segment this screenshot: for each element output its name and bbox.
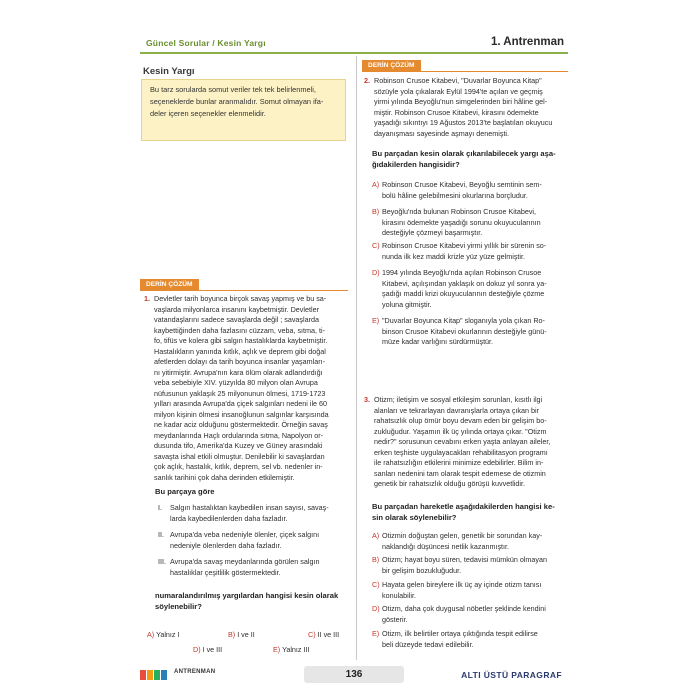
text-line: alanları ve tekrarlayan davranışlarla ortaya çıkan bir [374,405,539,415]
text-line: nüfusunun yaklaşık 25 milyonunun ölmesi, 1719-1723 [154,388,326,398]
option-d[interactable]: D) 1994 yılında Beyoğlu'nda açılan Robinson Crusoe Kitabevi, açılışından yaklaşık on dokuz yıl sonra ya- şadığı maddi krizi okuyucularının desteğiyle çözme yoluna gitmiştir. [372,268,547,309]
book-brand: ALTI ÜSTÜ PARAGRAF [461,670,562,680]
derin-cozum-tag: DERİN ÇÖZÜM [362,60,421,71]
text-line: yirmi yılında Beyoğlu'nun simgelerinden biri hâline gel- [374,97,548,106]
tip-title: Kesin Yargı [143,66,195,77]
question-1 [144,294,348,483]
derin-cozum-tag: DERİN ÇÖZÜM [140,279,199,290]
option-e[interactable]: E) Otizm, ilk belirtiler ortaya çıktığında tespit edilirse beli düzeyde tedavi edilebilir. [372,629,538,649]
text-line: dusunda tifo, Amerika'da Kuzey ve Güney arasındaki [154,441,323,450]
text-line: erken teşhiste uygulayacakları rehabilitasyon programı [374,447,548,457]
question-stem: Bu parçadan kesin olarak çıkarılabilecek yargı aşa- ğıdakilerden hangisidir? [372,149,556,169]
option-b[interactable]: B) Otizm; hayat boyu süren, tedavisi mümkün olmayan bir gelişim bozukluğudur. [372,555,547,575]
question-text [154,294,348,483]
column-divider [356,56,357,660]
text-line: Otizm; iletişim ve sosyal etkileşim sorunları, kısıtlı ilgi [374,395,543,404]
text-line: Robinson Crusoe Kitabevi, "Duvarlar Boyunca Kitap" [374,76,542,85]
tip-line: Bu tarz sorularda somut veriler tek tek belirlenmeli, [150,85,316,94]
tag-underline [362,71,568,72]
option-b[interactable]: B) Beyoğlu'nda bulunan Robinson Crusoe Kitabevi, kirasını ödemekte yaşadığı sorunu okuyucularının desteğiyle çözmeyi başarmıştır. [372,207,541,237]
question-number: 2. [364,76,370,85]
question-stem: Bu parçaya göre [155,487,215,496]
footer-logo: ANTRENMAN [140,668,220,682]
text-line: miştir. Robinson Crusoe Kitabevi, kirasını ödemekte [374,107,539,117]
option-a[interactable]: A) Robinson Crusoe Kitabevi, Beyoğlu semtinin sem- bolü hâline gelebilmesini okurlarına borçludur. [372,180,542,200]
page-number: 136 [304,666,404,683]
text-line: genetik bir rahatsızlık olduğu görüşü kuvvetlidir. [374,479,526,488]
text-line: çok açlık, hastalık, kıtlık, deprem, sel vb. nedenler in- [154,462,323,471]
text-line: nı yitirmiştir. Avrupa'nın kara ölüm olarak adlandırdığı [154,367,323,377]
option-a[interactable]: A) Yalnız I [147,630,180,639]
text-line: nedir?" sorusunun cevabını erken yaşta anlayan aileler, [374,437,551,446]
option-a[interactable]: A) Otizmin doğuştan gelen, genetik bir sorundan kay- naklandığı düşüncesi netlik kazanmıştır. [372,531,543,551]
tip-line: deler içeren seçenekler elenmelidir. [150,109,266,118]
text-line: milyon kişinin ölmesi insanoğlunun salgınlar karşısında [154,409,329,419]
option-c[interactable]: C) Robinson Crusoe Kitabevi yirmi yıllık bir sürenin so- nunda ilk kez maddi krizle yüz yüze gelmiştir. [372,241,547,261]
option-d[interactable]: D) Otizm, daha çok duygusal nöbetler şeklinde kendini gösterir. [372,604,546,624]
text-line: zukluğudur. Yaşamın ilk üç yılında ortaya çıkar. "Otizm [374,426,547,436]
text-line: sözüyle yola çıkalarak Eylül 1994'te açılan ve geçmiş [374,86,543,96]
text-line: yılları arasında Avrupa'da çiçek salgınları nedeni ile 60 [154,399,328,408]
text-line: savaşta ishal etkili olmuştur. Denilebilir ki savaşlardan [154,451,325,461]
text-line: kaybettiğinden daha fazlasını cüzzam, veba, sıtma, ti- [154,325,325,335]
text-line: Hastalıkların yanında kıtlık, açlık ve deprem gibi doğal [154,346,326,356]
text-line: ile rahatsızlığın etkilerini minimize edebilirler. Bilim in- [374,458,544,467]
text-line: sanları nedenini tam olarak tespit edemese de otizmin [374,468,546,478]
question-text [374,76,568,139]
text-line: sanlık tarihini çok daha derinden etkilemiştir. [154,472,295,482]
text-line: veba sebebiyle XIV. yüzyılda 80 milyon olan Avrupa [154,378,318,387]
text-line: fo, tifüs ve kolera gibi salgın hastalıklarda kaybetmiştir. [154,336,328,345]
option-d[interactable]: D) I ve III [193,645,223,654]
text-line: meydanlarında Haçlı ordularında sıtma, Napolyon or- [154,430,323,440]
question-stem: numaralandırılmış yargılardan hangisi kesin olarak söylenebilir? [155,591,339,611]
question-2 [364,76,568,139]
tip-box [141,79,346,141]
text-line: vaşlarda milyonlarca insanını kaybetmiştir. Devletler [154,304,319,314]
question-text [374,395,568,490]
tag-underline [140,290,348,291]
text-line: Devletler tarih boyunca birçok savaş yapmış ve bu sa- [154,294,327,303]
page-header [140,34,568,54]
text-line: yaşadığı sıkıntıyı 19 Ağustos 2013'te başlatılan okuyucu [374,118,553,127]
text-line: rahatsızlık olup ömür boyu devam eden bir gelişim bo- [374,416,547,425]
statement-2: II. Avrupa'da veba nedeniyle ölenler, çiçek salgını nedeniyle ölenlerden daha fazladır. [158,530,320,550]
text-line: dayanışması sayesinde aşmayı denemişti. [374,128,510,138]
question-number: 1. [144,294,150,303]
option-c[interactable]: C) II ve III [308,630,340,639]
statement-1: I. Salgın hastalıktan kaybedilen insan sayısı, savaş- larda kaybedilenlerden daha fazladır. [158,503,329,523]
statement-3: III. Avrupa'da savaş meydanlarında görülen salgın hastalıklar çeşitlilik göstermektedir. [158,557,320,577]
option-e[interactable]: E) "Duvarlar Boyunca Kitap" sloganıyla yola çıkan Ro- binson Crusoe Kitabevi okurlarının desteğiyle günü- müze kadar varlığını sürdürmüştür. [372,316,547,346]
text-line: ne kadar aciz olduğunu göstermektedir. Örneğin savaş [154,420,328,429]
practice-title: 1. Antrenman [490,36,564,48]
text-line: afetlerden dolayı da tarih boyunca insanlar yaşamları- [154,357,325,366]
question-3 [364,395,568,490]
option-b[interactable]: B) I ve II [228,630,255,639]
section-title: Güncel Sorular / Kesin Yargı [146,38,266,48]
question-number: 3. [364,395,370,404]
text-line: vatandaşlarını sadece savaşlarda değil ; savaşlarda [154,315,320,324]
tip-line: seçeneklerde bunlar aranmalıdır. Somut olmayan ifa- [150,97,324,106]
option-c[interactable]: C) Hayata gelen bireylere ilk üç ay içinde otizm tanısı konulabilir. [372,580,542,600]
option-e[interactable]: E) Yalnız III [273,645,310,654]
question-stem: Bu parçadan hareketle aşağıdakilerden hangisi ke- sin olarak söylenebilir? [372,502,555,522]
